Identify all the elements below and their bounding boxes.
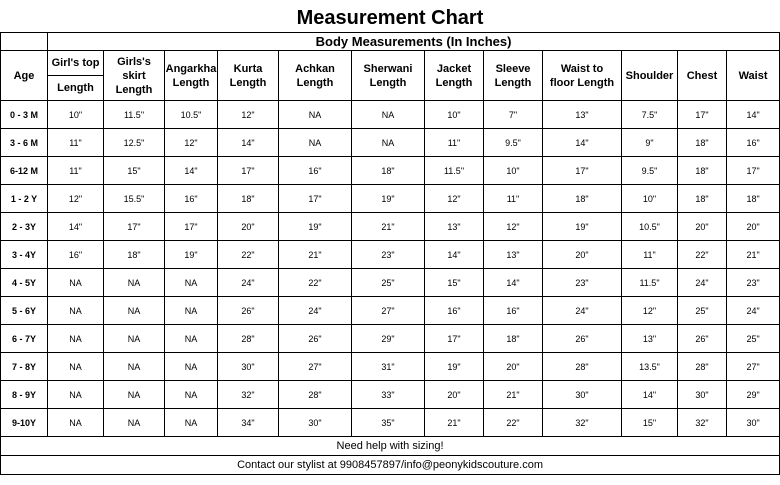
- header-line2: Length: [115, 83, 153, 96]
- value-cell: 27": [352, 297, 425, 325]
- value-cell: NA: [104, 297, 165, 325]
- age-cell: 3 - 4Y: [1, 241, 48, 269]
- value-cell: 10.5": [622, 213, 678, 241]
- value-cell: 11.5": [104, 101, 165, 129]
- value-cell: 20": [218, 213, 279, 241]
- value-cell: NA: [352, 101, 425, 129]
- value-cell: 26": [678, 325, 727, 353]
- value-cell: 18": [678, 157, 727, 185]
- value-cell: NA: [48, 409, 104, 437]
- value-cell: 20": [727, 213, 780, 241]
- value-cell: 20": [425, 381, 484, 409]
- value-cell: NA: [165, 297, 218, 325]
- age-cell: 6-12 M: [1, 157, 48, 185]
- value-cell: 16": [425, 297, 484, 325]
- value-cell: NA: [48, 381, 104, 409]
- table-row: [1, 409, 780, 437]
- age-cell: 9-10Y: [1, 409, 48, 437]
- value-cell: NA: [104, 269, 165, 297]
- table-row: [1, 353, 780, 381]
- value-cell: NA: [48, 297, 104, 325]
- value-cell: NA: [48, 269, 104, 297]
- value-cell: 20": [678, 213, 727, 241]
- value-cell: 30": [678, 381, 727, 409]
- header-line1: Shoulder: [625, 69, 674, 82]
- value-cell: 12": [218, 101, 279, 129]
- value-cell: 24": [727, 297, 780, 325]
- value-cell: 15.5": [104, 185, 165, 213]
- table-subtitle: Body Measurements (In Inches): [48, 33, 780, 51]
- header-col-5: [279, 51, 352, 101]
- table-row: [1, 185, 780, 213]
- value-cell: 26": [218, 297, 279, 325]
- header-girls-top-line2: Length: [57, 82, 94, 94]
- value-cell: 32": [678, 409, 727, 437]
- value-cell: 17": [279, 185, 352, 213]
- value-cell: 9.5": [484, 129, 543, 157]
- value-cell: 11": [425, 129, 484, 157]
- header-line2: Length: [296, 76, 334, 89]
- measurement-table: [0, 32, 780, 475]
- value-cell: 14": [218, 129, 279, 157]
- value-cell: 27": [279, 353, 352, 381]
- value-cell: 19": [352, 185, 425, 213]
- header-col-12: [727, 51, 780, 101]
- value-cell: 28": [279, 381, 352, 409]
- value-cell: 20": [543, 241, 622, 269]
- value-cell: 11.5": [425, 157, 484, 185]
- table-row: [1, 213, 780, 241]
- value-cell: 31": [352, 353, 425, 381]
- value-cell: 29": [727, 381, 780, 409]
- header-line2: floor Length: [549, 76, 615, 89]
- header-col-10: [622, 51, 678, 101]
- value-cell: 16": [165, 185, 218, 213]
- value-cell: 16": [727, 129, 780, 157]
- value-cell: NA: [104, 381, 165, 409]
- header-line1: Angarkha: [165, 62, 217, 75]
- header-line1: Waist: [738, 69, 768, 82]
- value-cell: 21": [279, 241, 352, 269]
- value-cell: 15": [622, 409, 678, 437]
- value-cell: 29": [352, 325, 425, 353]
- value-cell: 18": [678, 185, 727, 213]
- value-cell: 11.5": [622, 269, 678, 297]
- value-cell: 13": [543, 101, 622, 129]
- header-girls-top: [48, 51, 104, 101]
- value-cell: 18": [678, 129, 727, 157]
- value-cell: 18": [104, 241, 165, 269]
- value-cell: 14": [48, 213, 104, 241]
- header-col-4: [218, 51, 279, 101]
- value-cell: 14": [165, 157, 218, 185]
- header-line1: Girls's skirt: [117, 55, 151, 82]
- value-cell: 16": [48, 241, 104, 269]
- value-cell: 19": [279, 213, 352, 241]
- value-cell: 30": [727, 409, 780, 437]
- value-cell: 11": [48, 157, 104, 185]
- value-cell: 13": [484, 241, 543, 269]
- help-note: Need help with sizing!: [1, 437, 780, 456]
- value-cell: NA: [165, 409, 218, 437]
- value-cell: 18": [218, 185, 279, 213]
- value-cell: 14": [622, 381, 678, 409]
- value-cell: 10": [425, 101, 484, 129]
- value-cell: 18": [352, 157, 425, 185]
- header-col-7: [425, 51, 484, 101]
- value-cell: 13.5": [622, 353, 678, 381]
- header-line2: Length: [494, 76, 532, 89]
- table-row: [1, 241, 780, 269]
- value-cell: 30": [543, 381, 622, 409]
- header-girls-top-line1: Girl's top: [48, 51, 103, 76]
- value-cell: 14": [543, 129, 622, 157]
- value-cell: 30": [279, 409, 352, 437]
- age-cell: 3 - 6 M: [1, 129, 48, 157]
- header-line2: Length: [369, 76, 407, 89]
- value-cell: 17": [218, 157, 279, 185]
- value-cell: 21": [352, 213, 425, 241]
- header-col-2: [104, 51, 165, 101]
- value-cell: 14": [425, 241, 484, 269]
- value-cell: 30": [218, 353, 279, 381]
- value-cell: 23": [543, 269, 622, 297]
- value-cell: 25": [727, 325, 780, 353]
- value-cell: 24": [678, 269, 727, 297]
- value-cell: 9.5": [622, 157, 678, 185]
- value-cell: NA: [104, 353, 165, 381]
- header-line1: Chest: [686, 69, 718, 82]
- value-cell: 21": [425, 409, 484, 437]
- value-cell: 18": [727, 185, 780, 213]
- table-row: [1, 381, 780, 409]
- value-cell: 18": [484, 325, 543, 353]
- value-cell: 19": [165, 241, 218, 269]
- age-cell: 1 - 2 Y: [1, 185, 48, 213]
- value-cell: 14": [727, 101, 780, 129]
- value-cell: 12": [622, 297, 678, 325]
- value-cell: 12": [484, 213, 543, 241]
- header-line1: Achkan: [295, 62, 335, 75]
- value-cell: 35": [352, 409, 425, 437]
- value-cell: 19": [543, 213, 622, 241]
- value-cell: 15": [425, 269, 484, 297]
- value-cell: NA: [352, 129, 425, 157]
- header-col-9: [543, 51, 622, 101]
- value-cell: 34": [218, 409, 279, 437]
- value-cell: NA: [165, 269, 218, 297]
- value-cell: 16": [484, 297, 543, 325]
- value-cell: 25": [678, 297, 727, 325]
- value-cell: 11": [48, 129, 104, 157]
- value-cell: NA: [48, 325, 104, 353]
- value-cell: 24": [279, 297, 352, 325]
- header-col-6: [352, 51, 425, 101]
- value-cell: NA: [165, 353, 218, 381]
- value-cell: 17": [165, 213, 218, 241]
- table-row: [1, 325, 780, 353]
- value-cell: 17": [678, 101, 727, 129]
- header-col-11: [678, 51, 727, 101]
- value-cell: 16": [279, 157, 352, 185]
- header-line2: Length: [172, 76, 210, 89]
- header-line1: Jacket: [436, 62, 472, 75]
- value-cell: 12": [425, 185, 484, 213]
- subtitle-spacer: [1, 33, 48, 51]
- value-cell: 32": [543, 409, 622, 437]
- value-cell: 24": [218, 269, 279, 297]
- page-title: Measurement Chart: [296, 7, 484, 29]
- age-cell: 8 - 9Y: [1, 381, 48, 409]
- age-cell: 6 - 7Y: [1, 325, 48, 353]
- table-row: [1, 129, 780, 157]
- value-cell: 18": [543, 185, 622, 213]
- value-cell: 19": [425, 353, 484, 381]
- header-line2: Length: [229, 76, 267, 89]
- value-cell: 28": [678, 353, 727, 381]
- value-cell: 13": [425, 213, 484, 241]
- value-cell: 17": [104, 213, 165, 241]
- value-cell: 23": [352, 241, 425, 269]
- age-cell: 0 - 3 M: [1, 101, 48, 129]
- value-cell: 32": [218, 381, 279, 409]
- header-line2: Length: [435, 76, 473, 89]
- value-cell: NA: [165, 381, 218, 409]
- value-cell: NA: [104, 325, 165, 353]
- value-cell: 17": [727, 157, 780, 185]
- value-cell: 13": [622, 325, 678, 353]
- value-cell: 23": [727, 269, 780, 297]
- contact-line: Contact our stylist at 9908457897/info@peonykidscouture.com: [1, 456, 780, 475]
- value-cell: 20": [484, 353, 543, 381]
- value-cell: 28": [543, 353, 622, 381]
- value-cell: 28": [218, 325, 279, 353]
- value-cell: 21": [727, 241, 780, 269]
- value-cell: 12.5": [104, 129, 165, 157]
- value-cell: 7": [484, 101, 543, 129]
- value-cell: 14": [484, 269, 543, 297]
- age-cell: 2 - 3Y: [1, 213, 48, 241]
- value-cell: 11": [484, 185, 543, 213]
- header-line1: Kurta: [233, 62, 263, 75]
- table-row: [1, 101, 780, 129]
- value-cell: 15": [104, 157, 165, 185]
- value-cell: 10": [484, 157, 543, 185]
- header-line1: Sleeve: [495, 62, 531, 75]
- age-cell: 5 - 6Y: [1, 297, 48, 325]
- table-row: [1, 297, 780, 325]
- value-cell: 24": [543, 297, 622, 325]
- header-line1: Waist to: [560, 62, 604, 75]
- value-cell: 17": [543, 157, 622, 185]
- header-col-8: [484, 51, 543, 101]
- value-cell: 26": [543, 325, 622, 353]
- value-cell: 26": [279, 325, 352, 353]
- value-cell: 22": [678, 241, 727, 269]
- value-cell: 10": [622, 185, 678, 213]
- value-cell: 21": [484, 381, 543, 409]
- value-cell: 9": [622, 129, 678, 157]
- value-cell: 10.5": [165, 101, 218, 129]
- value-cell: NA: [165, 325, 218, 353]
- value-cell: 22": [218, 241, 279, 269]
- value-cell: NA: [279, 129, 352, 157]
- value-cell: 17": [425, 325, 484, 353]
- age-cell: 7 - 8Y: [1, 353, 48, 381]
- value-cell: 22": [279, 269, 352, 297]
- value-cell: 22": [484, 409, 543, 437]
- header-age: Age: [1, 51, 48, 101]
- value-cell: 7.5": [622, 101, 678, 129]
- value-cell: NA: [48, 353, 104, 381]
- value-cell: 33": [352, 381, 425, 409]
- header-col-3: [165, 51, 218, 101]
- header-line1: Sherwani: [363, 62, 413, 75]
- value-cell: 25": [352, 269, 425, 297]
- value-cell: 27": [727, 353, 780, 381]
- value-cell: 12": [165, 129, 218, 157]
- table-row: [1, 269, 780, 297]
- age-cell: 4 - 5Y: [1, 269, 48, 297]
- value-cell: NA: [279, 101, 352, 129]
- value-cell: 12": [48, 185, 104, 213]
- table-row: [1, 157, 780, 185]
- value-cell: NA: [104, 409, 165, 437]
- value-cell: 10": [48, 101, 104, 129]
- value-cell: 11": [622, 241, 678, 269]
